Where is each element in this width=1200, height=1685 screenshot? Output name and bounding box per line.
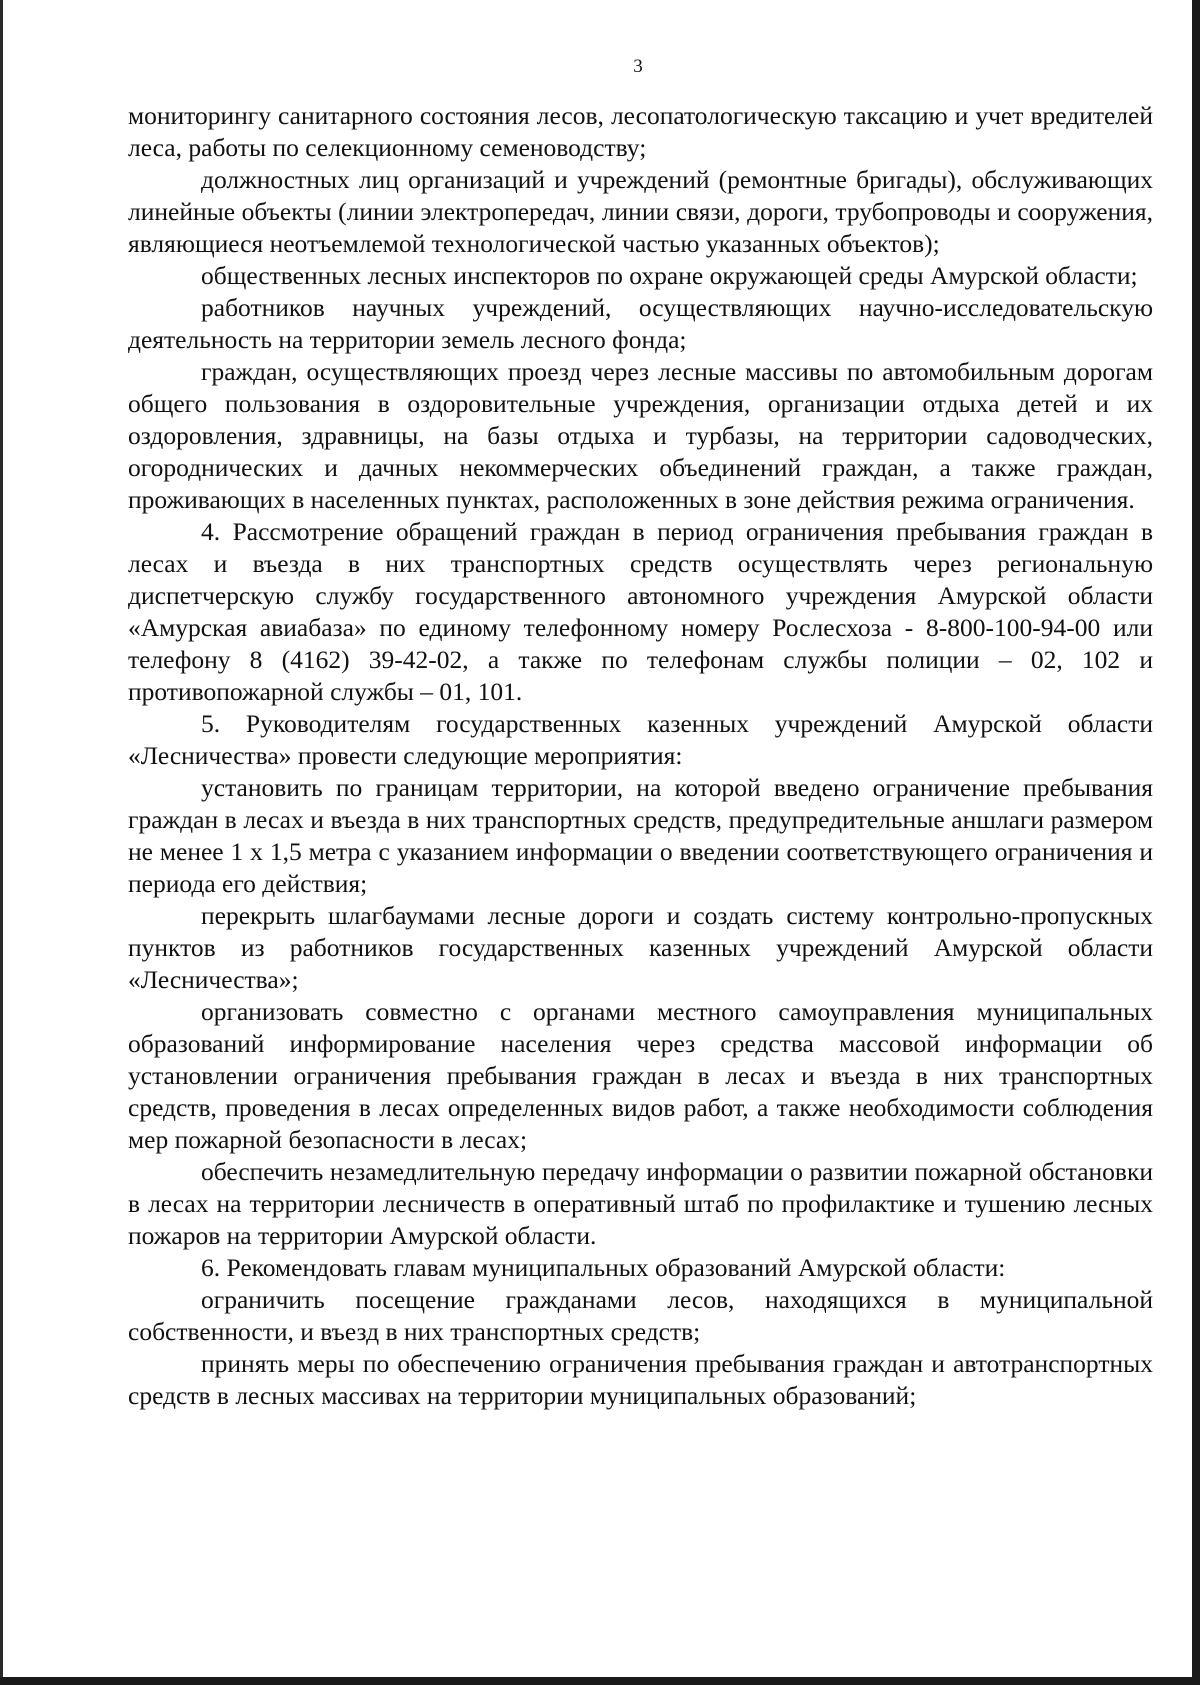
paragraph: граждан, осуществляющих проезд через лесные массивы по автомобильным дорогам общего пользования в оздоровительные учреждения, организации отдыха детей и их оздоровления, здравницы, на базы отдыха и турбазы, на территории садоводческих, огороднических и дачных некоммерческих объединений граждан, а также граждан, проживающих в населенных пунктах, расположенных в зоне действия режима ограничения. xyxy=(128,357,1153,514)
scan-edge-left xyxy=(0,0,3,1685)
document-body xyxy=(128,100,1153,1412)
paragraph: установить по границам территории, на которой введено ограничение пребывания граждан в лесах и въезда в них транспортных средств, предупредительные аншлаги размером не менее 1 х 1,5 метра с указанием информации о введении соответствующего ограничения и периода его действия; xyxy=(128,773,1153,898)
scan-edge-bottom xyxy=(0,1677,1200,1685)
paragraph: мониторингу санитарного состояния лесов, лесопатологическую таксацию и учет вредителей леса, работы по селекционному семеноводству; xyxy=(128,101,1153,162)
paragraph: принять меры по обеспечению ограничения пребывания граждан и автотранспортных средств в лесных массивах на территории муниципальных образований; xyxy=(128,1349,1153,1410)
scan-edge-right xyxy=(1192,0,1200,1685)
paragraph: организовать совместно с органами местного самоуправления муниципальных образований информирование населения через средства массовой информации об установлении ограничения пребывания граждан в лесах и въезда в них транспортных средств, проведения в лесах определенных видов работ, а также необходимости соблюдения мер пожарной безопасности в лесах; xyxy=(128,997,1153,1154)
paragraph: 4. Рассмотрение обращений граждан в период ограничения пребывания граждан в лесах и въезда в них транспортных средств осуществлять через региональную диспетчерскую службу государственного автономного учреждения Амурской области «Амурская авиабаза» по единому телефонному номеру Рослесхоза - 8-800-100-94-00 или телефону 8 (4162) 39-42-02, а также по телефонам службы полиции – 02, 102 и противопожарной службы – 01, 101. xyxy=(128,517,1153,706)
paragraph: 6. Рекомендовать главам муниципальных образований Амурской области: xyxy=(201,1253,1006,1282)
paragraph: перекрыть шлагбаумами лесные дороги и создать систему контрольно-пропускных пунктов из работников государственных казенных учреждений Амурской области «Лесничества»; xyxy=(128,901,1153,994)
paragraph: общественных лесных инспекторов по охране окружающей среды Амурской области; xyxy=(201,261,1138,290)
paragraph: работников научных учреждений, осуществляющих научно-исследовательскую деятельность на территории земель лесного фонда; xyxy=(128,293,1153,354)
paragraph: ограничить посещение гражданами лесов, находящихся в муниципальной собственности, и въезд в них транспортных средств; xyxy=(128,1285,1153,1346)
paragraph: должностных лиц организаций и учреждений (ремонтные бригады), обслуживающих линейные объекты (линии электропередач, линии связи, дороги, трубопроводы и сооружения, являющиеся неотъемлемой технологической частью указанных объектов); xyxy=(128,165,1153,258)
paragraph: обеспечить незамедлительную передачу информации о развитии пожарной обстановки в лесах на территории лесничеств в оперативный штаб по профилактике и тушению лесных пожаров на территории Амурской области. xyxy=(128,1157,1153,1250)
paragraph: 5. Руководителям государственных казенных учреждений Амурской области «Лесничества» провести следующие мероприятия: xyxy=(128,709,1153,770)
page-number: 3 xyxy=(633,56,643,77)
